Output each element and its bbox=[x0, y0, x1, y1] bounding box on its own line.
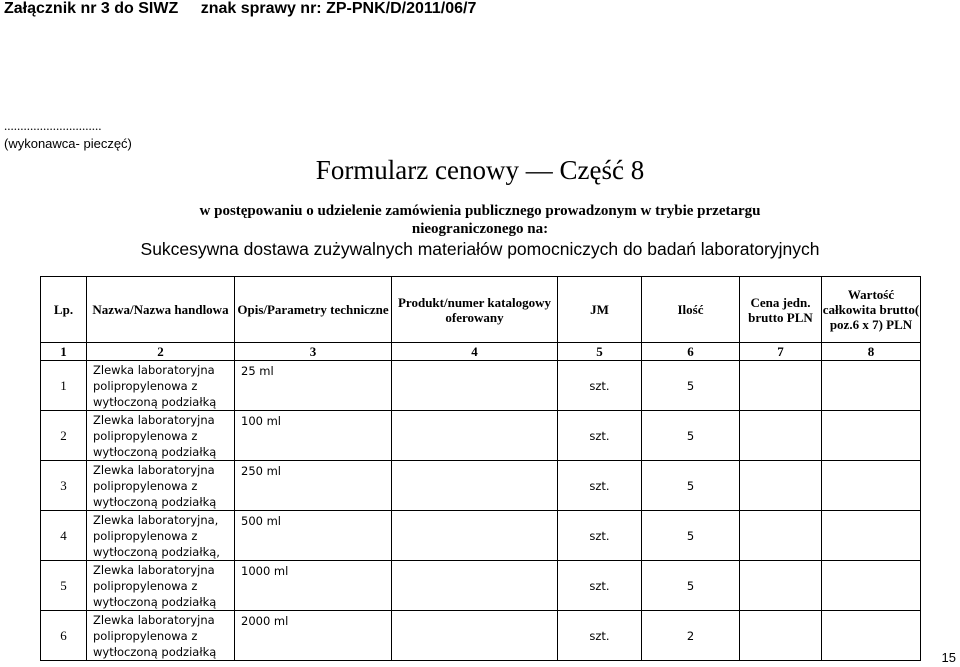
row-lp: 2 bbox=[41, 411, 87, 461]
column-number: 2 bbox=[87, 343, 235, 361]
table-row bbox=[41, 461, 921, 511]
row-product-cell[interactable] bbox=[392, 361, 558, 411]
row-name-line: wytłoczoną podziałką bbox=[93, 594, 217, 609]
price-form-table bbox=[40, 276, 921, 661]
row-name-line: Zlewka laboratoryjna bbox=[93, 462, 215, 477]
row-jm: szt. bbox=[558, 511, 642, 561]
row-total-cell[interactable] bbox=[822, 361, 921, 411]
row-total-cell[interactable] bbox=[822, 611, 921, 661]
col-header-name: Nazwa/Nazwa handlowa bbox=[87, 277, 235, 343]
table-row bbox=[41, 611, 921, 661]
col-header-unit-price: Cena jedn. brutto PLN bbox=[740, 277, 822, 343]
row-name-line: polipropylenowa z bbox=[93, 478, 198, 493]
row-name-line: Zlewka laboratoryjna bbox=[93, 362, 215, 377]
page-number: 15 bbox=[941, 650, 956, 665]
row-name bbox=[87, 361, 235, 411]
row-name-line: wytłoczoną podziałką bbox=[93, 444, 217, 459]
row-name-line: wytłoczoną podziałką, bbox=[93, 544, 220, 559]
row-name-line: Zlewka laboratoryjna bbox=[93, 612, 215, 627]
col-header-params: Opis/Parametry techniczne bbox=[235, 277, 392, 343]
procurement-subject: Sukcesywna dostawa zużywalnych materiałów pomocniczych do badań laboratoryjnych bbox=[140, 239, 820, 259]
signature-dots: .............................. bbox=[4, 118, 102, 133]
row-qty: 5 bbox=[642, 511, 740, 561]
row-lp: 6 bbox=[41, 611, 87, 661]
row-name-line: polipropylenowa z bbox=[93, 578, 198, 593]
row-params: 1000 ml bbox=[235, 561, 392, 611]
row-name bbox=[87, 411, 235, 461]
row-name bbox=[87, 461, 235, 511]
row-params: 2000 ml bbox=[235, 611, 392, 661]
row-name-line: Zlewka laboratoryjna bbox=[93, 412, 215, 427]
row-unit-price-cell[interactable] bbox=[740, 461, 822, 511]
row-qty: 5 bbox=[642, 411, 740, 461]
row-product-cell[interactable] bbox=[392, 611, 558, 661]
procedure-subtitle-line2: nieograniczonego na: bbox=[411, 221, 549, 237]
row-unit-price-cell[interactable] bbox=[740, 411, 822, 461]
table-header-row bbox=[41, 277, 921, 343]
row-jm: szt. bbox=[558, 561, 642, 611]
row-product-cell[interactable] bbox=[392, 511, 558, 561]
col-header-qty: Ilość bbox=[642, 277, 740, 343]
row-total-cell[interactable] bbox=[822, 411, 921, 461]
row-unit-price-cell[interactable] bbox=[740, 561, 822, 611]
row-lp: 5 bbox=[41, 561, 87, 611]
column-number: 8 bbox=[822, 343, 921, 361]
column-number-row bbox=[41, 343, 921, 361]
row-qty: 5 bbox=[642, 461, 740, 511]
row-lp: 3 bbox=[41, 461, 87, 511]
row-total-cell[interactable] bbox=[822, 461, 921, 511]
row-name bbox=[87, 611, 235, 661]
row-product-cell[interactable] bbox=[392, 411, 558, 461]
row-unit-price-cell[interactable] bbox=[740, 511, 822, 561]
row-product-cell[interactable] bbox=[392, 461, 558, 511]
row-lp: 1 bbox=[41, 361, 87, 411]
row-unit-price-cell[interactable] bbox=[740, 611, 822, 661]
col-header-jm: JM bbox=[558, 277, 642, 343]
row-name-line: Zlewka laboratoryjna bbox=[93, 562, 215, 577]
row-params: 250 ml bbox=[235, 461, 392, 511]
row-lp: 4 bbox=[41, 511, 87, 561]
row-qty: 5 bbox=[642, 561, 740, 611]
document-header bbox=[4, 0, 494, 18]
row-total-cell[interactable] bbox=[822, 561, 921, 611]
row-name-line: Zlewka laboratoryjna, bbox=[93, 512, 219, 527]
column-number: 6 bbox=[642, 343, 740, 361]
row-params: 100 ml bbox=[235, 411, 392, 461]
row-jm: szt. bbox=[558, 461, 642, 511]
row-qty: 2 bbox=[642, 611, 740, 661]
table-row bbox=[41, 561, 921, 611]
row-name-line: wytłoczoną podziałką bbox=[93, 644, 217, 659]
row-name-line: polipropylenowa z bbox=[93, 528, 198, 543]
column-number: 1 bbox=[41, 343, 87, 361]
row-qty: 5 bbox=[642, 361, 740, 411]
col-header-lp: Lp. bbox=[41, 277, 87, 343]
row-jm: szt. bbox=[558, 361, 642, 411]
row-name-line: polipropylenowa z bbox=[93, 378, 198, 393]
row-jm: szt. bbox=[558, 611, 642, 661]
col-header-product: Produkt/numer katalogowy oferowany bbox=[392, 277, 558, 343]
attachment-label: Załącznik nr 3 do SIWZ bbox=[4, 0, 179, 17]
contractor-stamp-label: (wykonawca- pieczęć) bbox=[4, 136, 132, 151]
table-row bbox=[41, 361, 921, 411]
table-row bbox=[41, 511, 921, 561]
row-params: 500 ml bbox=[235, 511, 392, 561]
row-name bbox=[87, 561, 235, 611]
row-params: 25 ml bbox=[235, 361, 392, 411]
row-name-line: polipropylenowa z bbox=[93, 428, 198, 443]
row-unit-price-cell[interactable] bbox=[740, 361, 822, 411]
table-row bbox=[41, 411, 921, 461]
row-product-cell[interactable] bbox=[392, 561, 558, 611]
row-name-line: polipropylenowa z bbox=[93, 628, 198, 643]
row-jm: szt. bbox=[558, 411, 642, 461]
column-number: 5 bbox=[558, 343, 642, 361]
row-name bbox=[87, 511, 235, 561]
col-header-total: Wartość całkowita brutto( poz.6 x 7) PLN bbox=[822, 277, 921, 343]
row-name-line: wytłoczoną podziałką bbox=[93, 494, 217, 509]
case-number: znak sprawy nr: ZP-PNK/D/2011/06/7 bbox=[200, 0, 477, 17]
row-name-line: wytłoczoną podziałką bbox=[93, 394, 217, 409]
row-total-cell[interactable] bbox=[822, 511, 921, 561]
column-number: 7 bbox=[740, 343, 822, 361]
procedure-subtitle-line1: w postępowaniu o udzielenie zamówienia publicznego prowadzonym w trybie przetargu bbox=[199, 203, 761, 219]
column-number: 3 bbox=[235, 343, 392, 361]
form-title: Formularz cenowy — Część 8 bbox=[315, 155, 645, 185]
column-number: 4 bbox=[392, 343, 558, 361]
